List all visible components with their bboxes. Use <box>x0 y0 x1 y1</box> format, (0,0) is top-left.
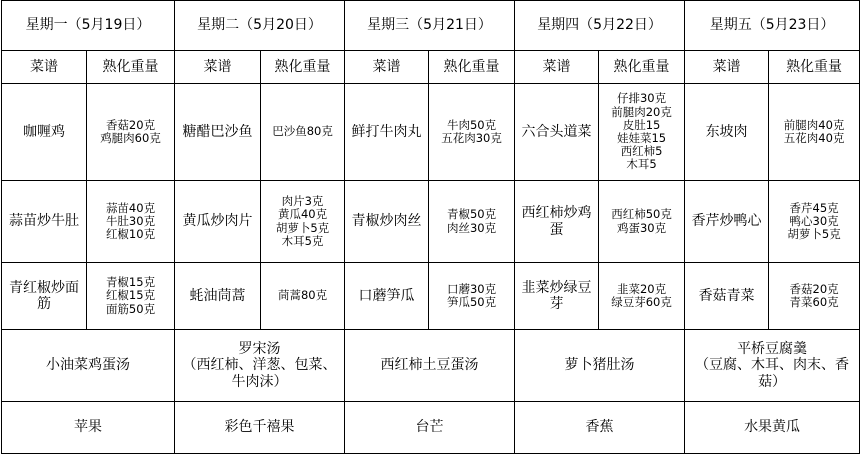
soup-cell <box>685 330 860 402</box>
weight-line: 鸡蛋30克 <box>616 220 667 235</box>
dish-row <box>2 263 860 330</box>
weight-column-header: 熟化重量 <box>769 51 860 84</box>
weight-line: 仔排30克 <box>616 91 667 106</box>
dish-weight <box>429 263 515 330</box>
soup-line: 萝卜猪肚汤 <box>564 357 635 374</box>
dish-row <box>2 84 860 181</box>
day-header: 星期三（5月21日） <box>345 1 515 51</box>
dish-column-header: 菜谱 <box>345 51 429 84</box>
dish-weight <box>769 263 860 330</box>
weight-line: 青椒15克 <box>105 275 156 290</box>
weight-line: 皮肚15 <box>622 117 661 132</box>
soup-line: 菇） <box>758 373 787 390</box>
weight-line: 五花肉30克 <box>441 131 502 145</box>
soup-cell <box>2 330 175 402</box>
fruit-cell: 香蕉 <box>515 402 685 454</box>
weight-line: 香菇20克 <box>105 117 156 132</box>
weight-line: 木耳5克 <box>281 233 324 248</box>
soup-cell <box>345 330 515 402</box>
dish-weight <box>769 84 860 181</box>
weight-line: 黄瓜40克 <box>277 207 328 222</box>
soup-line: （西红柿、洋葱、包菜、 <box>182 357 337 374</box>
weight-line: 牛肚30克 <box>105 213 156 228</box>
dish-name: 西红柿炒鸡蛋 <box>515 181 599 263</box>
fruit-cell: 水果黄瓜 <box>685 402 860 454</box>
dish-weight <box>599 181 685 263</box>
weight-column-header: 熟化重量 <box>87 51 175 84</box>
soup-line: 小油菜鸡蛋汤 <box>46 357 130 374</box>
soup-line: 西红柿土豆蛋汤 <box>380 357 479 374</box>
weight-line: 胡萝卜5克 <box>787 227 841 242</box>
dish-weight <box>769 181 860 263</box>
dish-name: 东坡肉 <box>685 84 769 181</box>
soup-row <box>2 330 860 402</box>
weight-column-header: 熟化重量 <box>261 51 345 84</box>
weight-line: 口蘑30克 <box>446 281 497 296</box>
soup-line: （豆腐、木耳、肉末、香 <box>695 357 850 374</box>
dish-name: 青红椒炒面筋 <box>2 263 87 330</box>
dish-column-header: 菜谱 <box>515 51 599 84</box>
weight-line: 巴沙鱼80克 <box>272 124 333 139</box>
weight-line: 红椒15克 <box>105 288 156 303</box>
dish-name: 糖醋巴沙鱼 <box>175 84 261 181</box>
weight-line: 前腿肉20克 <box>611 104 672 119</box>
weight-line: 香菇20克 <box>789 281 839 296</box>
dish-row <box>2 181 860 263</box>
dish-name: 六合头道菜 <box>515 84 599 181</box>
fruit-cell: 台芒 <box>345 402 515 454</box>
dish-name: 蚝油茼蒿 <box>175 263 261 330</box>
weight-line: 红椒10克 <box>105 227 156 242</box>
weight-line: 韭菜20克 <box>616 281 667 296</box>
weight-line: 娃娃菜15 <box>616 131 667 145</box>
weight-line: 鸭心30克 <box>789 213 839 228</box>
weight-line: 鸡腿肉60克 <box>100 131 161 145</box>
dish-name: 香菇青菜 <box>685 263 769 330</box>
dish-name: 韭菜炒绿豆芽 <box>515 263 599 330</box>
weight-line: 木耳5 <box>626 157 657 172</box>
soup-line: 平桥豆腐羹 <box>737 341 808 358</box>
fruit-cell: 苹果 <box>2 402 175 454</box>
weight-line: 肉片3克 <box>281 194 324 209</box>
weight-column-header: 熟化重量 <box>599 51 685 84</box>
dish-weight <box>599 263 685 330</box>
dish-column-header: 菜谱 <box>685 51 769 84</box>
dish-name: 蒜苗炒牛肚 <box>2 181 87 263</box>
weight-line: 茼蒿80克 <box>277 288 328 303</box>
dish-weight <box>87 84 175 181</box>
soup-cell <box>175 330 345 402</box>
weight-line: 绿豆芽60克 <box>611 295 672 309</box>
fruit-row <box>2 402 860 454</box>
dish-name: 咖喱鸡 <box>2 84 87 181</box>
day-header-row <box>2 1 860 51</box>
dish-column-header: 菜谱 <box>175 51 261 84</box>
weight-line: 西红柿5 <box>620 144 663 159</box>
dish-weight <box>87 181 175 263</box>
weight-line: 蒜苗40克 <box>105 200 156 215</box>
weight-line: 五花肉40克 <box>783 131 845 145</box>
day-header: 星期二（5月20日） <box>175 1 345 51</box>
weight-line: 青椒50克 <box>446 207 497 222</box>
weight-line: 面筋50克 <box>105 301 156 316</box>
dish-column-header: 菜谱 <box>2 51 87 84</box>
day-header: 星期四（5月22日） <box>515 1 685 51</box>
dish-name: 香芹炒鸭心 <box>685 181 769 263</box>
dish-weight <box>261 181 345 263</box>
day-header: 星期五（5月23日） <box>685 1 860 51</box>
weight-column-header: 熟化重量 <box>429 51 515 84</box>
weight-line: 香芹45克 <box>789 200 839 215</box>
fruit-cell: 彩色千禧果 <box>175 402 345 454</box>
weight-line: 胡萝卜5克 <box>275 220 330 235</box>
column-header-row <box>2 51 860 84</box>
dish-weight <box>261 84 345 181</box>
dish-name: 黄瓜炒肉片 <box>175 181 261 263</box>
weight-line: 前腿肉40克 <box>783 117 845 132</box>
weekly-menu-table <box>1 0 860 454</box>
weight-line: 青菜60克 <box>789 295 839 309</box>
dish-weight <box>429 84 515 181</box>
dish-weight <box>261 263 345 330</box>
dish-name: 鲜打牛肉丸 <box>345 84 429 181</box>
dish-weight <box>87 263 175 330</box>
weight-line: 西红柿50克 <box>611 207 672 222</box>
weight-line: 肉丝30克 <box>446 220 497 235</box>
dish-name: 口蘑笋瓜 <box>345 263 429 330</box>
soup-cell <box>515 330 685 402</box>
dish-weight <box>599 84 685 181</box>
soup-line: 牛肉沫） <box>231 373 288 390</box>
soup-line: 罗宋汤 <box>238 341 281 358</box>
weight-line: 笋瓜50克 <box>446 295 497 309</box>
weight-line: 牛肉50克 <box>446 117 497 132</box>
dish-name: 青椒炒肉丝 <box>345 181 429 263</box>
day-header: 星期一（5月19日） <box>2 1 175 51</box>
dish-weight <box>429 181 515 263</box>
